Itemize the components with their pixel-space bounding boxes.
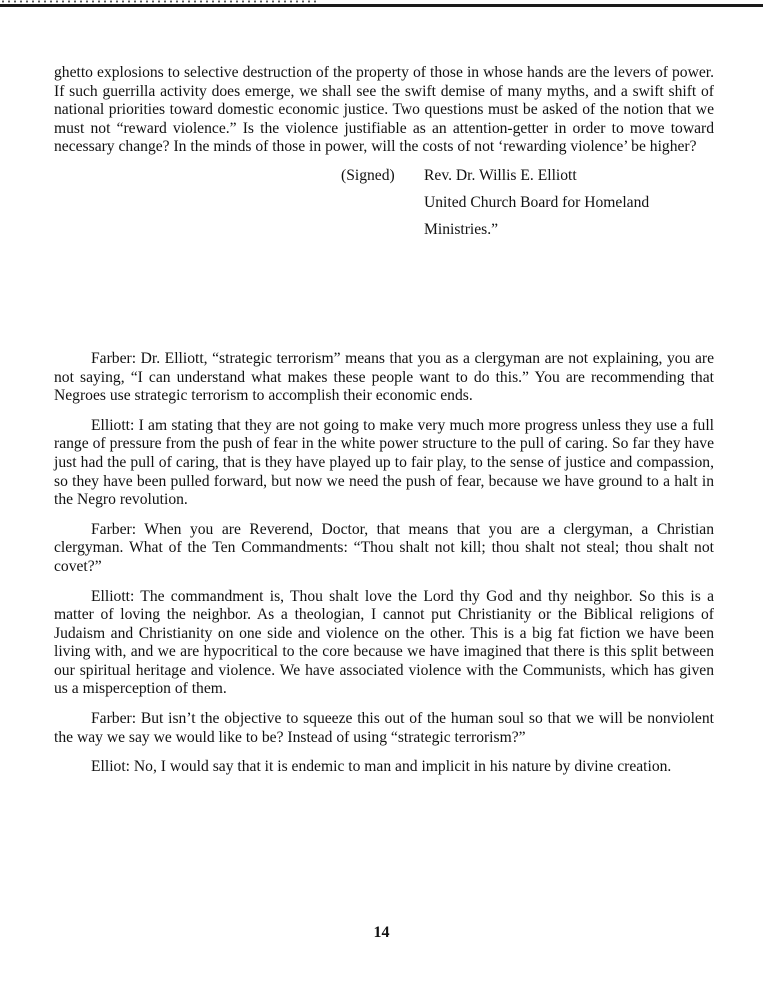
signature-org-line-1: United Church Board for Homeland <box>424 193 650 211</box>
dialogue-paragraph: Elliott: The commandment is, Thou shalt love the Lord thy God and thy neighbor. So this is a matter of loving the neighbor. As a theologian, I cannot put Christianity or the Biblical religions of Judaism and Christianity on one side and violence on the other. This is a big fat fiction we have been living with, and we are hypocritical to the core because we have imagined that there is this split between our spiritual heritage and violence. We have associated violence with the Communists, which has given us a misperception of them. <box>54 587 714 698</box>
signature-label: (Signed) <box>341 166 395 184</box>
signature-name: Rev. Dr. Willis E. Elliott <box>424 166 577 184</box>
dialogue-paragraph: Elliot: No, I would say that it is endemic to man and implicit in his nature by divine creation. <box>91 758 672 776</box>
dialogue-paragraph: Farber: But isn’t the objective to squeeze this out of the human soul so that we will be nonviolent the way we say we would like to be? Instead of using “strategic terrorism?” <box>54 710 714 746</box>
dialogue-section <box>54 350 714 777</box>
page-body <box>54 64 714 777</box>
header-rule <box>0 4 763 7</box>
dialogue-paragraph: Elliott: I am stating that they are not going to make very much more progress unless they use a full range of pressure from the push of fear in the white power structure to the pull of caring. So far they have just had the pull of caring, that is they have played up to fair play, to the sense of justice and compassion, so they have been pulled forward, but now we need the push of fear, because we have ground to a halt in the Negro revolution. <box>54 416 714 509</box>
page-number: 14 <box>373 924 390 941</box>
top-rule <box>0 0 763 10</box>
opening-paragraph: ghetto explosions to selective destruction of the property of those in whose hands are the levers of power. If such guerrilla activity does emerge, we shall see the swift demise of many myths, and a swift shift of national priorities toward domestic economic justice. Two questions must be asked of the notion that we must not “reward violence.” Is the violence justifiable as an attention-getter in order to move toward necessary change? In the minds of those in power, will the costs of not ‘rewarding violence’ be higher? <box>54 64 714 156</box>
signature-block <box>54 167 714 245</box>
dialogue-paragraph: Farber: Dr. Elliott, “strategic terrorism” means that you as a clergyman are not explaining, you are not saying, “I can understand what makes these people want to do this.” You are recommending that Negroes use strategic terrorism to accomplish their economic ends. <box>54 349 714 405</box>
signature-org-line-2: Ministries.” <box>424 220 499 238</box>
dialogue-paragraph: Farber: When you are Reverend, Doctor, that means that you are a clergyman, a Christian clergyman. What of the Ten Commandments: “Thou shalt not kill; thou shalt not steal; thou shalt not covet?” <box>54 520 714 575</box>
dotted-rule <box>0 0 320 3</box>
